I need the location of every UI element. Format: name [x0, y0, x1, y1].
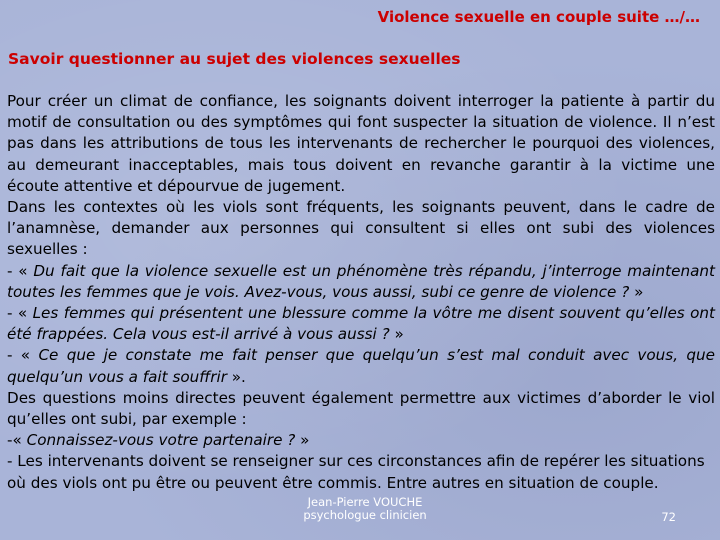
section-title: Savoir questionner au sujet des violences sexuelles — [8, 50, 461, 68]
question-text: Ce que je constate me fait penser que quelqu’un s’est mal conduit avec vous, que quelqu’un vous a fait souffrir — [7, 346, 715, 386]
question-text: Les femmes qui présentent une blessure comme la vôtre me disent souvent qu’elles ont été frappées. Cela vous est-il arrivé à vous aussi ? — [7, 304, 715, 344]
context-paragraph: Dans les contextes où les viols sont fréquents, les soignants peuvent, dans le cadre de l’anamnèse, demander aux personnes qui consultent si elles ont subi des violences sexuelles : — [7, 198, 715, 259]
question-item — [7, 261, 715, 303]
indirect-questions-paragraph: Des questions moins directes peuvent également permettre aux victimes d’aborder le viol qu’elles ont subi, par exemple : — [7, 388, 715, 429]
author-role: psychologue clinicien — [303, 508, 427, 522]
question-item — [7, 430, 715, 451]
question-item — [7, 345, 715, 387]
page-number: 72 — [661, 510, 676, 524]
slide-header-title: Violence sexuelle en couple suite …/… — [377, 8, 700, 26]
question-prefix: - « — [7, 261, 34, 280]
question-prefix: -« — [7, 431, 27, 450]
slide-body — [7, 91, 715, 494]
footer-author — [290, 496, 440, 522]
question-suffix: ». — [226, 367, 246, 386]
question-prefix: - « — [7, 346, 39, 365]
question-suffix: » — [389, 325, 404, 344]
question-item — [7, 303, 715, 345]
question-suffix: » — [295, 431, 310, 450]
question-prefix: - « — [7, 304, 33, 323]
question-suffix: » — [629, 282, 644, 301]
author-name: Jean-Pierre VOUCHE — [307, 495, 423, 509]
intro-paragraph: Pour créer un climat de confiance, les soignants doivent interroger la patiente à partir du motif de consultation ou des symptômes qui font suspecter la situation de violence. Il n’est pas dans les attributions de tous les intervenants de rechercher le pourquoi des violences, au demeurant inacceptables, mais tous doivent en revanche garantir à la victime une écoute attentive et dépourvue de jugement. — [7, 92, 715, 195]
question-text: Connaissez-vous votre partenaire ? — [26, 431, 296, 450]
question-text: Du fait que la violence sexuelle est un phénomène très répandu, j’interroge maintenant toutes les femmes que je vois. Avez-vous, vous aussi, subi ce genre de violence ? — [7, 261, 715, 301]
closing-paragraph: - Les intervenants doivent se renseigner sur ces circonstances afin de repérer les situations où des viols ont pu être ou peuvent être commis. Entre autres en situation de couple. — [7, 452, 705, 492]
